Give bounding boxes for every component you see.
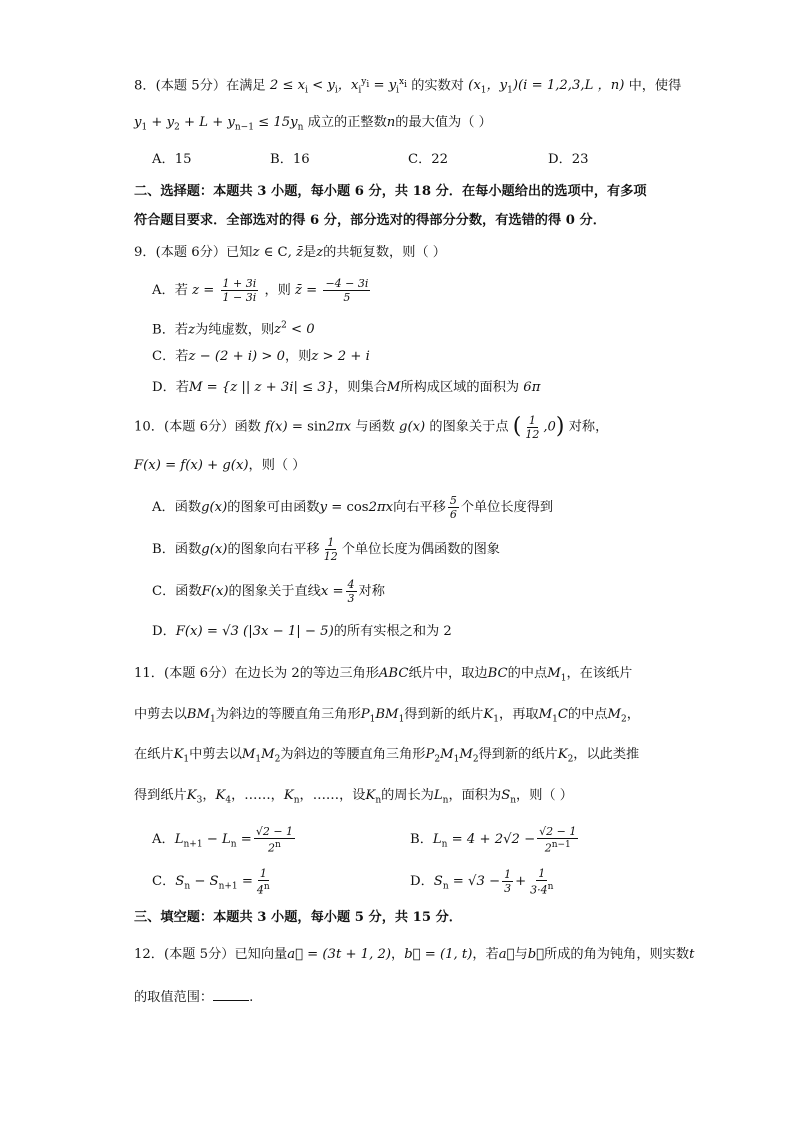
q10-option-a[interactable]: A．函数g(x)的图象可由函数y = cos2πx向右平移 $\frac{5}{6}$ 个单位长度得到 bbox=[152, 494, 554, 521]
q11-option-d[interactable]: D．$S_n = √3$ − $\frac{1}{3}$ + $\frac{1}{3\cdot 4^n}$ bbox=[410, 866, 554, 897]
q10-option-b[interactable]: B．函数g(x)的图象向右平移 $\frac{1}{12}$ 个单位长度为偶函数的图象 bbox=[152, 536, 500, 563]
q9-option-a[interactable]: A．若 z = $\frac{1 + 3i}{1 - 3i}$ ，则 z̄ = $\frac{-4 - 3i}{5}$ bbox=[152, 277, 369, 304]
q8-line1 bbox=[134, 72, 681, 101]
q12-line2: 的取值范围： . bbox=[134, 986, 253, 1008]
q11-option-b[interactable]: B．$L_n = 4 + 2√2$ − $\frac{√2 - 1}{2^{n-1}}$ bbox=[410, 824, 577, 855]
q8-text-end: 中，使得 bbox=[628, 78, 682, 94]
q11-line4: 得到纸片$K_3$，$K_4$，……，$K_n$，……，设$K_n$的周长为$L_n$，面积为$S_n$，则（ ） bbox=[134, 788, 573, 806]
q12-line1: 12．(本题 5分）已知向量a⃗ = (3t + 1, 2)，b⃗ = (1, t)，若a⃗与b⃗所成的角为钝角，则实数t bbox=[134, 947, 695, 962]
q8-option-d[interactable]: D．23 bbox=[548, 152, 589, 167]
q11-label: 11．(本题 6分）在边长为 2的等边三角形 bbox=[134, 666, 379, 681]
q9-option-d[interactable]: D．若M = {z || z + 3i| ≤ 3}，则集合M所构成区域的面积为 6π bbox=[152, 380, 541, 395]
q9-option-b[interactable]: B．若z为纯虚数，则$z^2 < 0$ bbox=[152, 321, 315, 338]
q11-option-a[interactable]: A．$L_{n+1} - L_n$ = $\frac{√2 - 1}{2^n}$ bbox=[152, 824, 294, 855]
section3-heading: 三、填空题：本题共 3 小题，每小题 5 分，共 15 分． bbox=[134, 910, 462, 925]
q10-option-d[interactable]: D．F(x) = √3 (|3x − 1| − 5)的所有实根之和为 2 bbox=[152, 624, 452, 639]
q8-label: 8．(本题 5分）在满足 bbox=[134, 78, 266, 94]
q10-option-c[interactable]: C．函数F(x)的图象关于直线x = $\frac{4}{3}$ 对称 bbox=[152, 578, 385, 605]
q8-condition: $2 \le x_i < y_i$，$x_i^{y_i} = y_i^{x_i}$ bbox=[269, 77, 408, 97]
q8-text2: 成立的正整数 bbox=[307, 115, 387, 130]
q8-pair: ($x_1$，$y_1)(i = 1,2,3,L$ ，n) bbox=[468, 78, 625, 97]
q8-text: 的实数对 bbox=[411, 78, 464, 94]
q9-label: 9．(本题 6分）已知 bbox=[134, 245, 253, 260]
q8-inequality: $y_1 + y_2 + L + y_{n-1} \le 15y_n$ bbox=[134, 115, 304, 133]
q10-label: 10．(本题 6分）函数 bbox=[134, 419, 261, 435]
q11-line2: 中剪去以$BM_1$为斜边的等腰直角三角形$P_1BM_1$得到新的纸片$K_1$，再取$M_1C$的中点$M_2$， bbox=[134, 707, 640, 725]
section2-heading-2: 符合题目要求．全部选对的得 6 分，部分选对的得部分分数，有选错的得 0 分． bbox=[134, 213, 606, 228]
q11-option-c[interactable]: C．$S_n - S_{n+1}$ = $\frac{1}{4^n}$ bbox=[152, 866, 270, 897]
q8-text3: 的最大值为（ ） bbox=[395, 115, 492, 130]
section2-heading-1: 二、选择题：本题共 3 小题，每小题 6 分，共 18 分．在每小题给出的选项中，有多项 bbox=[134, 184, 647, 199]
q9-stem: 9．(本题 6分）已知z ∈ C, z̄是z的共轭复数，则（ ） bbox=[134, 245, 446, 260]
q9-option-c[interactable]: C．若z − (2 + i) > 0，则z > 2 + i bbox=[152, 349, 370, 364]
answer-blank[interactable] bbox=[213, 986, 249, 1001]
q10-stem: 10．(本题 6分）函数 f(x) = sin2πx 与函数 g(x) 的图象关于点 ( $\frac{1}{12}$ ,0) 对称， bbox=[134, 413, 609, 441]
q12-label: 12．(本题 5分）已知向量 bbox=[134, 947, 288, 962]
q11-line1: 11．(本题 6分）在边长为 2的等边三角形ABC纸片中，取边BC的中点$M_1$，在该纸片 bbox=[134, 666, 633, 684]
q8-option-c[interactable]: C．22 bbox=[408, 152, 449, 167]
q8-option-a[interactable]: A．15 bbox=[152, 152, 192, 167]
q11-line3: 在纸片$K_1$中剪去以$M_1M_2$为斜边的等腰直角三角形$P_2M_1M_2$得到新的纸片$K_2$，以此类推 bbox=[134, 747, 640, 765]
q10-line2: F(x) = f(x) + g(x)，则（ ） bbox=[134, 458, 306, 473]
q8-line2: $y_1 + y_2 + L + y_{n-1} \le 15y_n$ 成立的正整数n的最大值为（ ） bbox=[134, 115, 492, 133]
q8-option-b[interactable]: B．16 bbox=[270, 152, 310, 167]
